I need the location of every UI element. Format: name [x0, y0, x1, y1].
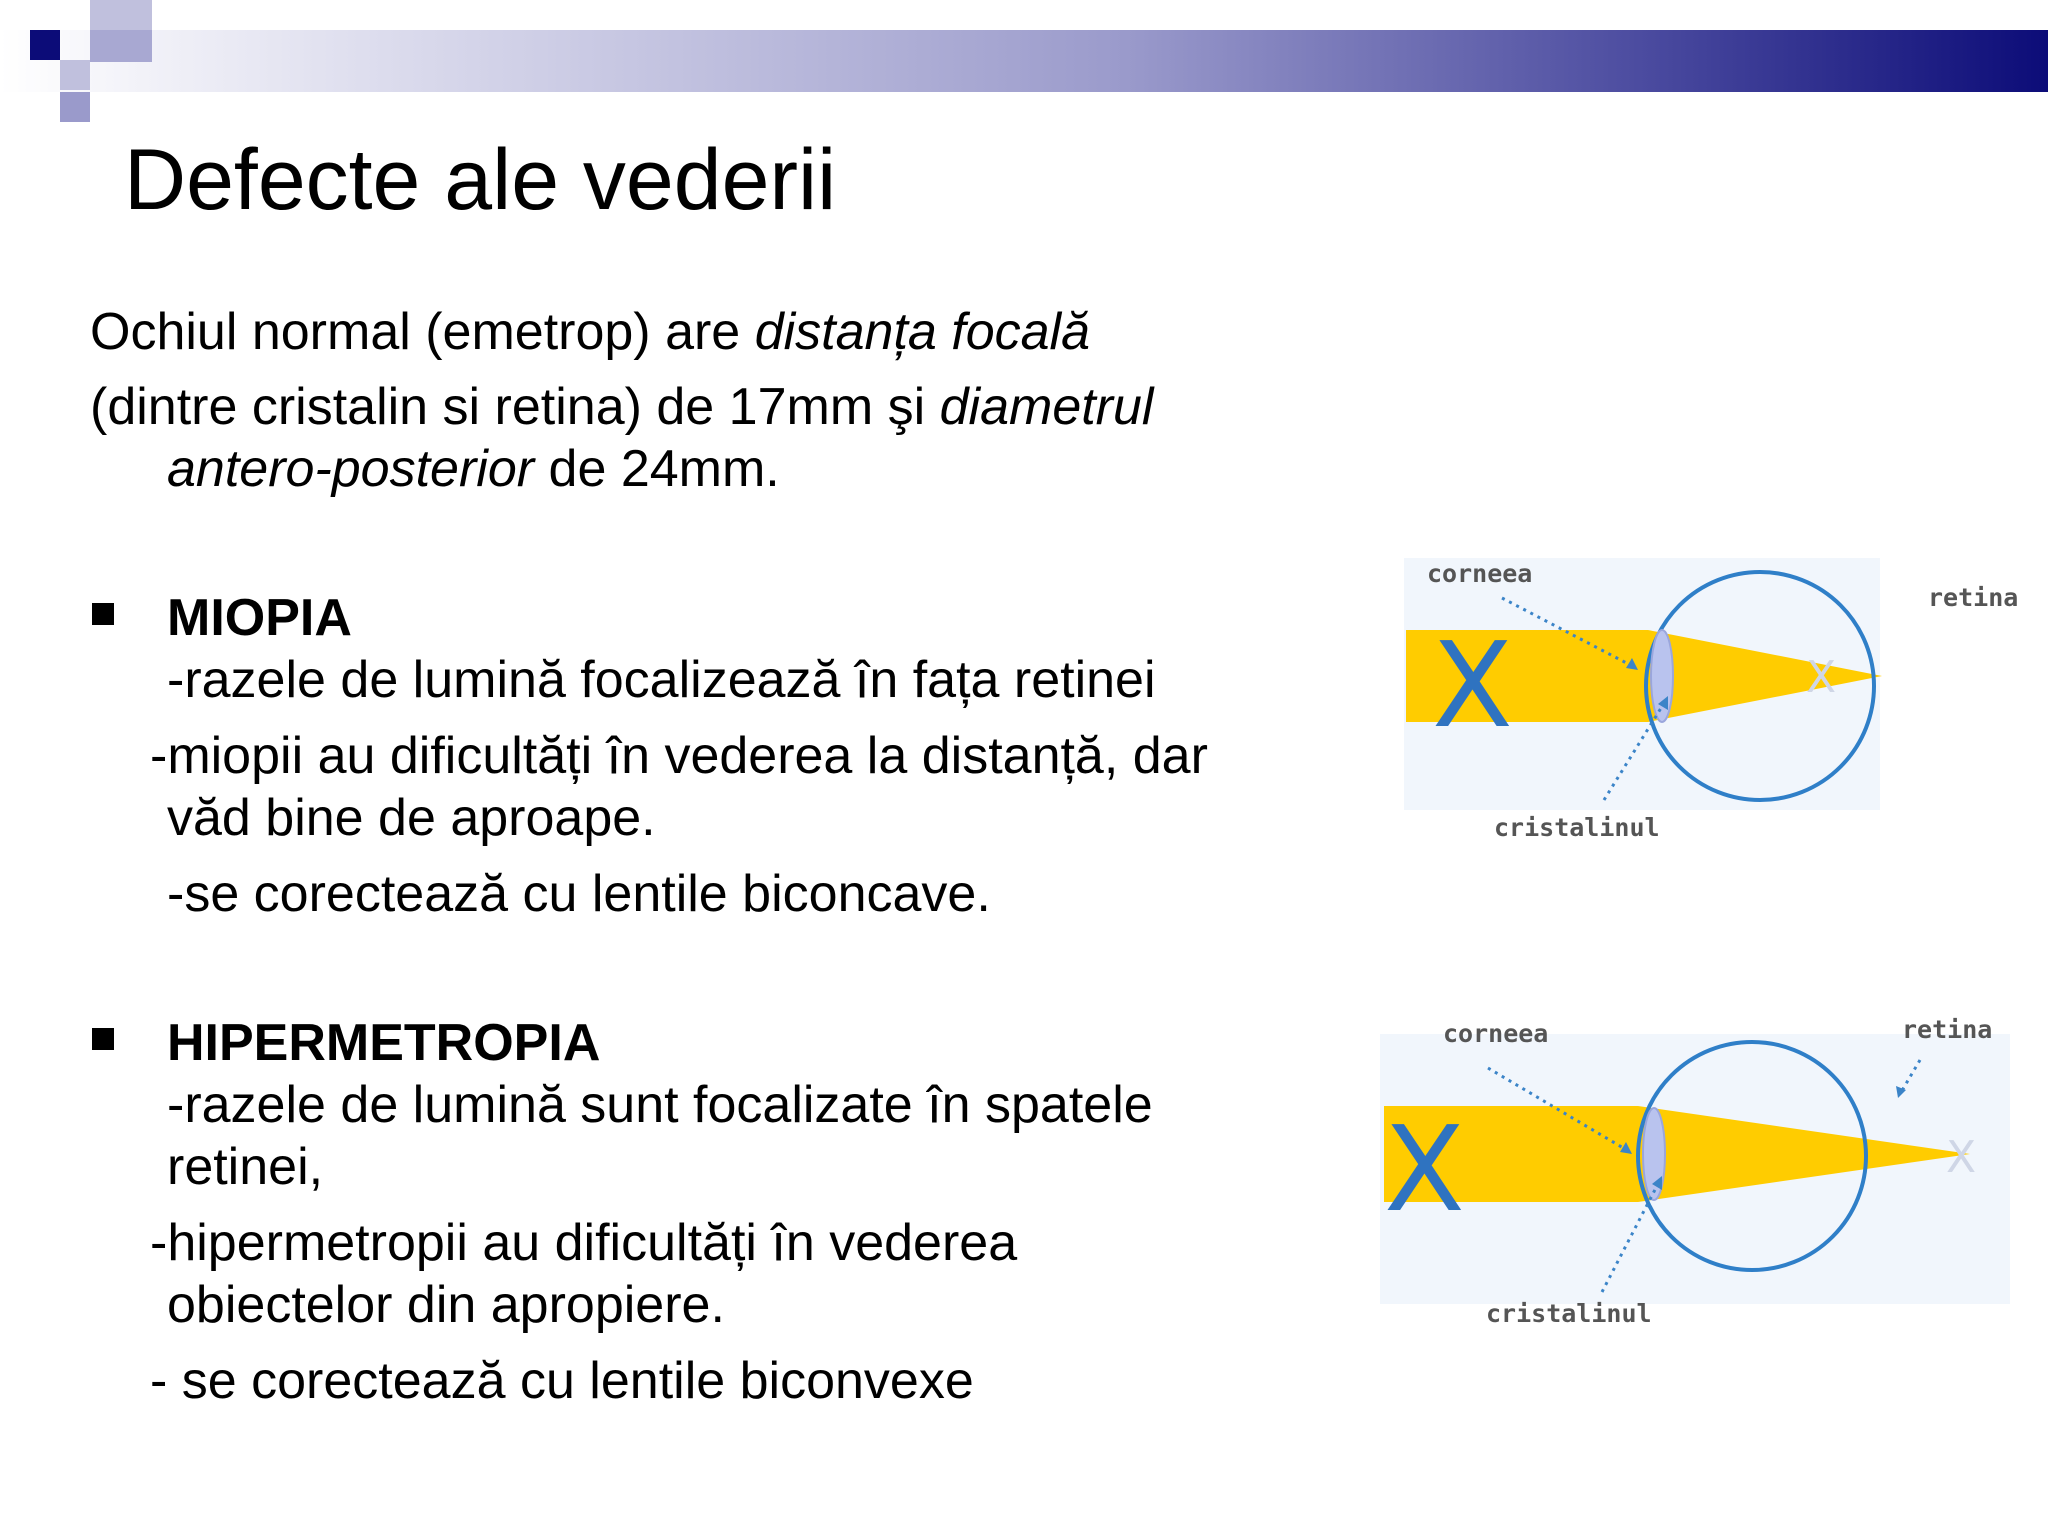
label-cristalinul: cristalinul	[1494, 813, 1660, 842]
hyperopia-eye-diagram	[1370, 1010, 2040, 1340]
header-decor-square	[60, 60, 90, 90]
label-retina: retina	[1902, 1015, 1993, 1044]
hiper-line: obiectelor din apropiere.	[167, 1276, 725, 1334]
bullet-square	[92, 1028, 114, 1050]
slide-title: Defecte ale vederii	[124, 132, 837, 228]
header-gradient-bar	[0, 30, 2048, 92]
intro-line-2	[90, 376, 1153, 438]
section-heading-hipermetropia: HIPERMETROPIA	[167, 1014, 601, 1072]
header-decor-square	[90, 0, 152, 30]
miopia-line: văd bine de aproape.	[167, 789, 656, 847]
intro-emphasis: antero-posterior	[167, 440, 535, 498]
myopia-eye-diagram	[1390, 550, 2040, 850]
focus-x-mark: X	[1946, 1132, 1977, 1183]
header-decor-square	[30, 30, 60, 60]
intro-emphasis: distanța focală	[754, 303, 1091, 361]
miopia-line: -razele de lumină focalizează în fața retinei	[167, 651, 1156, 709]
label-corneea: corneea	[1443, 1019, 1549, 1048]
hiper-line: - se corectează cu lentile biconvexe	[150, 1352, 974, 1410]
intro-text: de 24mm.	[534, 440, 780, 498]
label-cristalinul: cristalinul	[1486, 1299, 1652, 1328]
object-x-mark: X	[1384, 1100, 1465, 1238]
header-decor-square	[90, 30, 152, 62]
bullet-square	[92, 603, 114, 625]
miopia-line: -se corectează cu lentile biconcave.	[167, 865, 991, 923]
intro-text: (dintre cristalin si retina) de 17mm şi	[90, 378, 940, 436]
hiper-line: -razele de lumină sunt focalizate în spatele	[167, 1076, 1153, 1134]
header-decor-square	[60, 92, 90, 122]
label-corneea: corneea	[1427, 559, 1533, 588]
object-x-mark: X	[1432, 616, 1513, 754]
hiper-line: retinei,	[167, 1138, 324, 1196]
label-retina: retina	[1928, 583, 2019, 612]
section-heading-miopia: MIOPIA	[167, 589, 352, 647]
intro-text: Ochiul normal (emetrop) are	[90, 303, 755, 361]
hiper-line: -hipermetropii au dificultăți în vederea	[150, 1214, 1018, 1272]
miopia-line: -miopii au dificultăți în vederea la distanță, dar	[150, 727, 1208, 785]
intro-emphasis: diametrul	[939, 378, 1154, 436]
focus-x-mark: X	[1806, 652, 1837, 703]
intro-line-3	[167, 438, 780, 500]
intro-line-1	[90, 301, 1090, 363]
crystalline-lens	[1651, 630, 1673, 722]
